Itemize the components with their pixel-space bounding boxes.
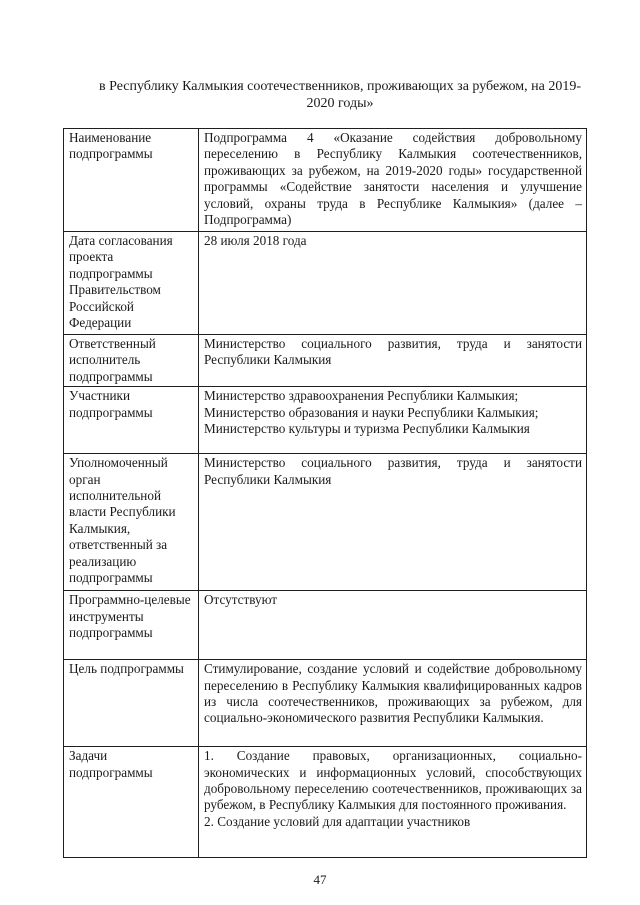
- row-label-tasks: Задачи подпрограммы: [64, 747, 199, 858]
- row-value-approval-date: 28 июля 2018 года: [199, 232, 587, 335]
- row-value-goal: Стимулирование, создание условий и содействие добровольному переселению в Республику Калмыкия квалифицированных кадров из числа соотечественников, проживающих за рубежом, для социально-экономического развития Республики Калмыкия.: [199, 660, 587, 747]
- table-row: [64, 232, 587, 335]
- table-row: [64, 747, 587, 858]
- table-row: [64, 387, 587, 454]
- subprogram-passport-table: [63, 128, 587, 858]
- heading-line-1: в Республику Калмыкия соотечественников, проживающих за рубежом, на 2019-: [99, 79, 581, 94]
- heading-line-2: 2020 годы»: [306, 96, 374, 111]
- row-label-goal: Цель подпрограммы: [64, 660, 199, 747]
- table-row: [64, 591, 587, 660]
- row-value-name: Подпрограмма 4 «Оказание содействия добровольному переселению в Республику Калмыкия соотечественников, проживающих за рубежом, на 2019-2020 годы» государственной программы «Содействие занятости населения и улучшение условий, охраны труда в Республике Калмыкия» (далее – Подпрограмма): [199, 129, 587, 232]
- table-row: [64, 129, 587, 232]
- page-number: 47: [313, 872, 327, 887]
- row-label-participants: Участники подпрограммы: [64, 387, 199, 454]
- row-label-approval-date: Дата согласования проекта подпрограммы Правительством Российской Федерации: [64, 232, 199, 335]
- row-label-responsible: Ответственный исполнитель подпрограммы: [64, 335, 199, 387]
- row-value-instruments: Отсутствуют: [199, 591, 587, 660]
- row-label-name: Наименование подпрограммы: [64, 129, 199, 232]
- row-value-tasks: 1. Создание правовых, организационных, социально-экономических и информационных условий, способствующих добровольному переселению соотечественников, проживающих за рубежом, в Республику Калмыкия для постоянного проживания. 2. Создание условий для адаптации участников: [199, 747, 587, 858]
- table-row: [64, 454, 587, 591]
- row-value-responsible: Министерство социального развития, труда и занятости Республики Калмыкия: [199, 335, 587, 387]
- table-row: [64, 660, 587, 747]
- row-value-authorized-body: Министерство социального развития, труда и занятости Республики Калмыкия: [199, 454, 587, 591]
- table-row: [64, 335, 587, 387]
- row-label-instruments: Программно-целевые инструменты подпрограммы: [64, 591, 199, 660]
- document-heading: [60, 78, 620, 112]
- row-value-participants: Министерство здравоохранения Республики Калмыкия; Министерство образования и науки Республики Калмыкия; Министерство культуры и туризма Республики Калмыкия: [199, 387, 587, 454]
- row-label-authorized-body: Уполномоченный орган исполнительной власти Республики Калмыкия, ответственный за реализацию подпрограммы: [64, 454, 199, 591]
